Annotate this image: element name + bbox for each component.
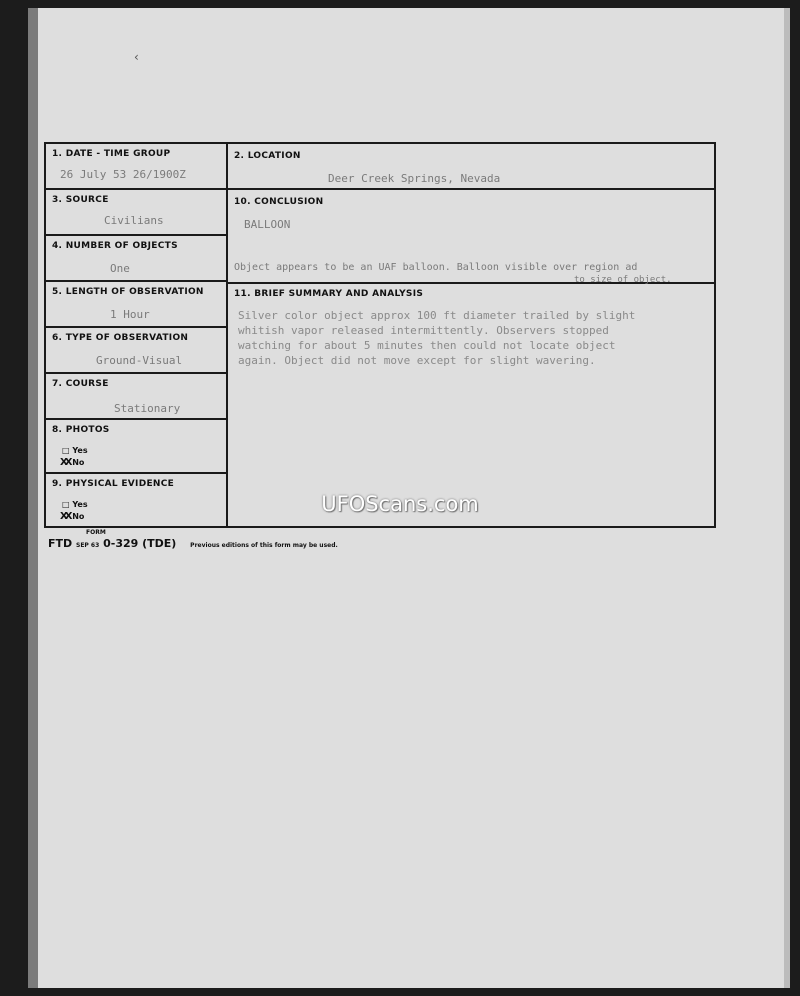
course-label: 7. COURSE <box>52 379 109 389</box>
column-divider <box>226 144 228 526</box>
summary-line: whitish vapor released intermittently. Observers stopped <box>238 324 609 337</box>
date-time-value: 26 July 53 26/1900Z <box>60 168 186 181</box>
footer-form-word: FORM <box>86 529 106 536</box>
footer-date: SEP 63 <box>76 542 100 549</box>
number-of-objects-value: One <box>110 262 130 275</box>
evidence-no-option: XX No <box>60 511 85 522</box>
form-footer <box>48 529 338 550</box>
checkbox-x-icon: XX <box>60 511 70 522</box>
footer-number: 0-329 (TDE) <box>103 537 177 550</box>
checkbox-x-icon: XX <box>60 457 70 468</box>
summary-line: again. Object did not move except for slight wavering. <box>238 354 596 367</box>
photos-no-option: XX No <box>60 457 85 468</box>
source-label: 3. SOURCE <box>52 195 109 205</box>
type-cell <box>46 328 226 374</box>
conclusion-note-line1: Object appears to be an UAF balloon. Balloon visible over region ad <box>234 262 638 273</box>
location-label: 2. LOCATION <box>234 151 301 161</box>
summary-text <box>238 308 708 368</box>
type-label: 6. TYPE OF OBSERVATION <box>52 333 189 343</box>
number-of-objects-label: 4. NUMBER OF OBJECTS <box>52 241 178 251</box>
summary-line: Silver color object approx 100 ft diameter trailed by slight <box>238 309 636 322</box>
conclusion-value: BALLOON <box>244 218 291 231</box>
length-label: 5. LENGTH OF OBSERVATION <box>52 287 204 297</box>
photos-label: 8. PHOTOS <box>52 425 110 435</box>
conclusion-note-line2: to size of object. <box>574 275 672 285</box>
summary-label: 11. BRIEF SUMMARY AND ANALYSIS <box>234 289 424 299</box>
summary-line: watching for about 5 minutes then could not locate object <box>238 339 616 352</box>
stray-mark: ‹ <box>134 50 139 64</box>
checkbox-empty-icon: □ <box>62 446 70 455</box>
source-cell <box>46 190 226 236</box>
date-time-cell <box>46 144 226 190</box>
type-value: Ground-Visual <box>96 354 183 367</box>
location-value: Deer Creek Springs, Nevada <box>328 172 501 185</box>
watermark: UFOScans.com <box>321 492 479 516</box>
checkbox-empty-icon: □ <box>62 500 70 509</box>
course-cell <box>46 374 226 420</box>
course-value: Stationary <box>114 402 181 415</box>
right-divider-1 <box>228 188 714 190</box>
length-value: 1 Hour <box>110 308 150 321</box>
date-time-label: 1. DATE - TIME GROUP <box>52 149 171 159</box>
length-cell <box>46 282 226 328</box>
evidence-yes-option: □ Yes <box>62 500 88 509</box>
conclusion-label: 10. CONCLUSION <box>234 197 324 207</box>
source-value: Civilians <box>104 214 164 227</box>
photos-cell <box>46 420 226 474</box>
footer-prefix: FTD <box>48 537 73 550</box>
photos-yes-option: □ Yes <box>62 446 88 455</box>
physical-evidence-label: 9. PHYSICAL EVIDENCE <box>52 479 175 489</box>
number-of-objects-cell <box>46 236 226 282</box>
footer-note: Previous editions of this form may be used. <box>190 542 338 549</box>
